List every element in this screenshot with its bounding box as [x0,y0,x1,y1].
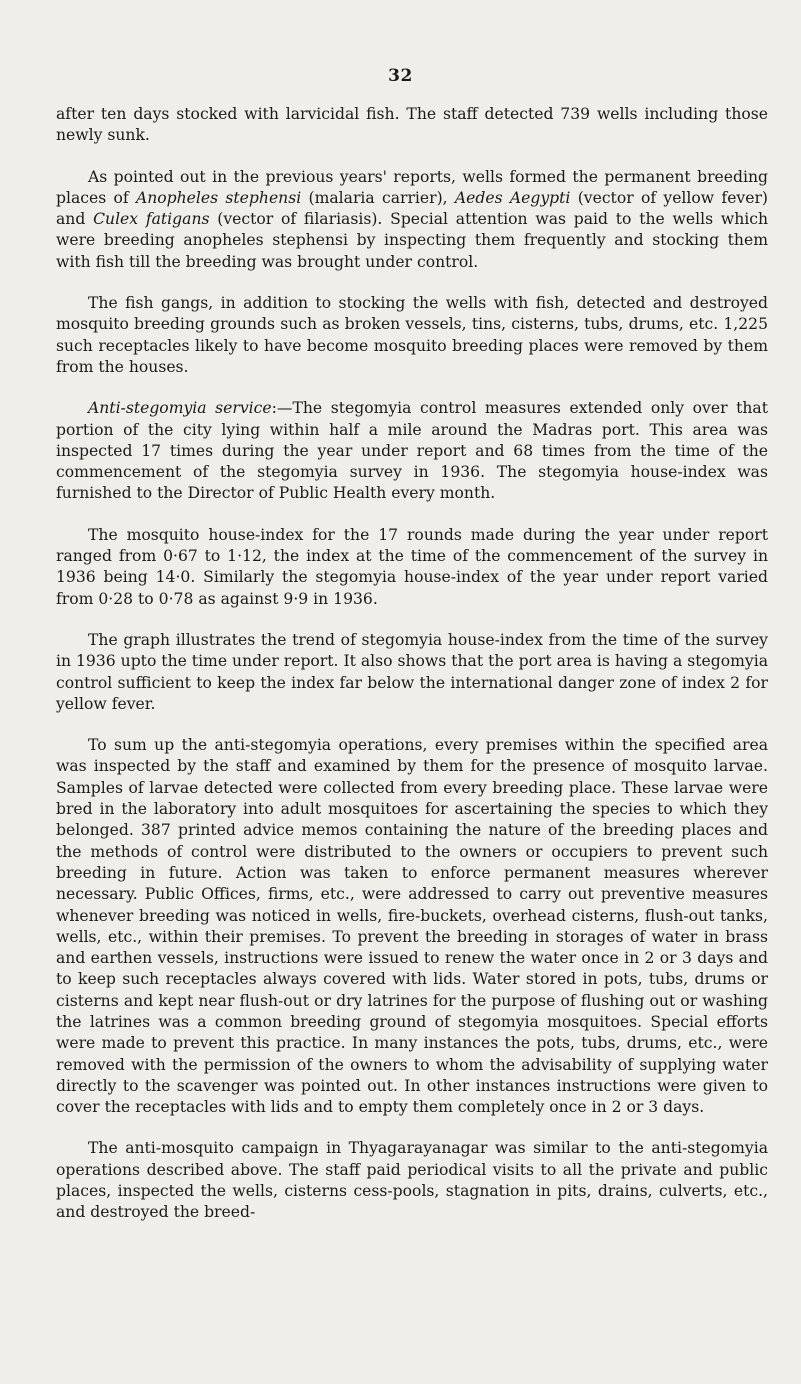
paragraph-text: (vector of yellow fever) and [56,188,769,229]
paragraph [56,630,768,715]
italic-text: Anopheles stephensi [135,188,302,207]
paragraph [56,1138,768,1223]
paragraph-text: (malaria carrier), [301,188,455,207]
paragraph-text: The fish gangs, in addition to stocking the wells with fish, detected and destroyed mosquito breeding grounds such as broken vessels, tins, cisterns, tubs, drums, etc. 1,225 such receptacles likely to have become mosquito breeding places were removed by them from the houses. [56,294,768,376]
paragraph-text: after ten days stocked with larvicidal fish. The staff detected 739 wells including those newly sunk. [56,105,768,145]
paragraph-text: (vector of filariasis). Special attention was paid to the wells which were breeding anopheles stephensi by inspecting them frequently and stocking them with fish till the breeding was brought under control. [56,210,768,271]
page-number: 32 [388,66,413,86]
italic-text: Culex fatigans [93,210,210,229]
italic-text: Anti-stegomyia service [88,399,272,418]
paragraph-text: The anti-mosquito campaign in Thyagarayanagar was similar to the anti-stegomyia operations described above. The staff paid periodical visits to all the private and public places, inspected the wells, cisterns cess-pools, stagnation in pits, drains, culverts, etc., and destroyed the breed- [56,1139,768,1222]
paragraph-text: To sum up the anti-stegomyia operations, every premises within the specified area was inspected by the staff and examined by them for the presence of mosquito larvae. Samples of larvae detected were collected from every breeding place. These larvae were bred in the laboratory into adult mosquitoes for ascertaining the species to which they belonged. 387 printed advice memos containing the nature of the breeding places and the methods of control were distributed to the owners or occupiers to prevent such breeding in future. Action was taken to enforce permanent measures wherever necessary. Public Offices, firms, etc., were addressed to carry out preventive measures whenever breeding was noticed in wells, fire-buckets, overhead cisterns, flush-out tanks, wells, etc., within their premises. To prevent the breeding in storages of water in brass and earthen vessels, instructions were issued to renew the water once in 2 or 3 days and to keep such receptacles always covered with lids. Water stored in pots, tubs, drums or cisterns and kept near flush-out or dry latrines for the purpose of flushing out or washing the latrines was a common breeding ground of stegomyia mosquitoes. Special efforts were made to prevent this practice. In many instances the pots, tubs, drums, etc., were removed with the permission of the owners to whom the advisability of supplying water directly to the scavenger was pointed out. In other instances instructions were given to cover the receptacles with lids and to empty them completely once in 2 or 3 days. [56,736,768,1117]
paragraph-text: As pointed out in the previous years' reports, wells formed the permanent breeding places of [56,167,768,207]
paragraph [56,104,768,147]
body-text [56,104,768,1244]
paragraph [56,735,768,1118]
paragraph [56,293,768,378]
paragraph-text: The graph illustrates the trend of stegomyia house-index from the time of the survey in 1936 upto the time under report. It also shows that the port area is having a stegomyia control sufficient to keep the index far below the international danger zone of index 2 for yellow fever. [56,630,768,713]
paragraph [56,167,768,273]
italic-text: Aedes Aegypti [454,188,571,207]
paragraph-text: :—The stegomyia control measures extended only over that portion of the city lying within half a mile around the Madras port. This area was inspected 17 times during the year under report and 68 times from the time of the commencement of the stegomyia survey in 1936. The stegomyia house-index was furnished to the Director of Public Health every month. [56,399,768,503]
paragraph [56,525,768,610]
paragraph [56,398,768,504]
paragraph-text: The mosquito house-index for the 17 rounds made during the year under report ranged from 0·67 to 1·12, the index at the time of the commencement of the survey in 1936 being 14·0. Similarly the stegomyia house-index of the year under report varied from 0·28 to 0·78 as against 9·9 in 1936. [56,525,768,608]
